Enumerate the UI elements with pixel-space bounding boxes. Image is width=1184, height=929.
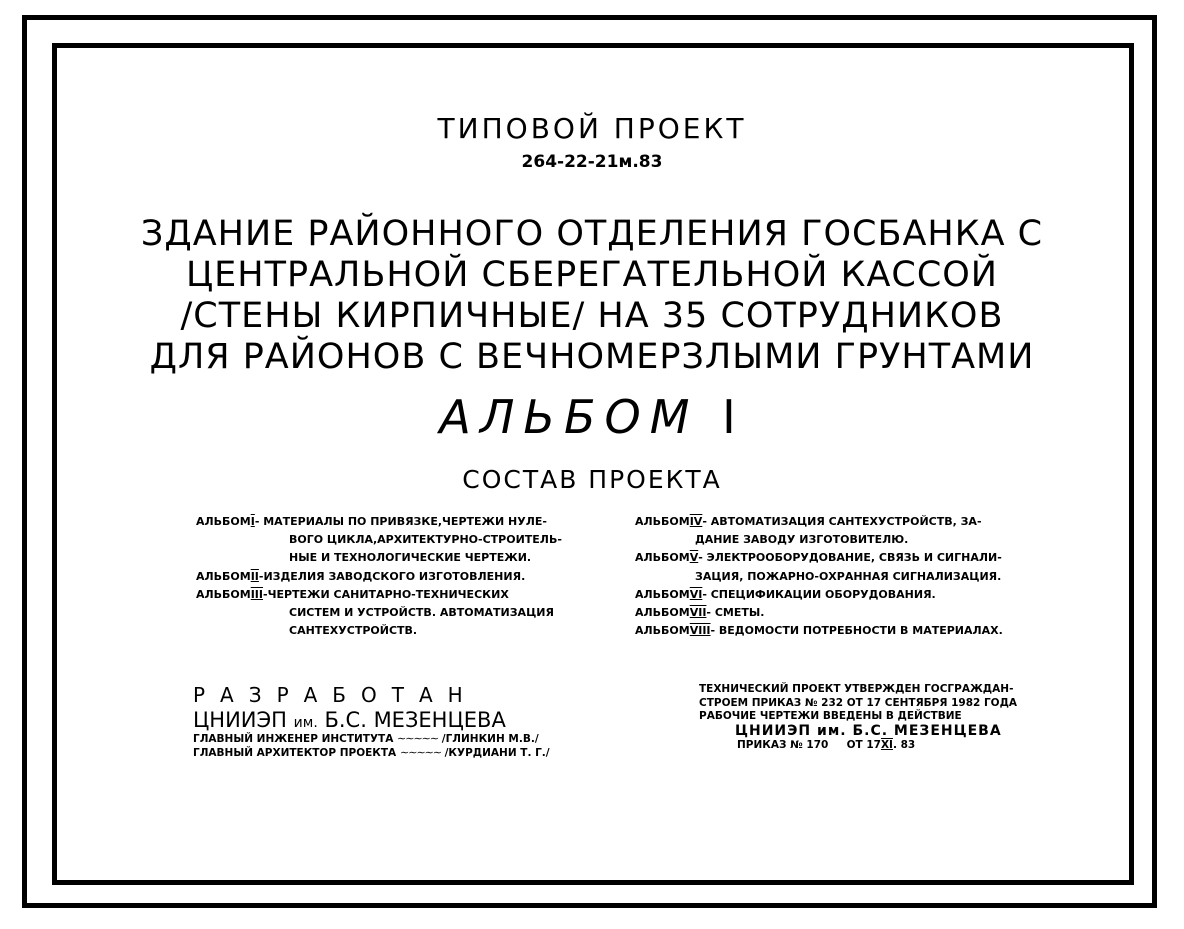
list-item — [196, 586, 562, 604]
album-label: АЛЬБОМ — [635, 551, 690, 565]
list-item — [635, 604, 1003, 622]
composition-list-right — [635, 513, 1003, 640]
composition-heading: СОСТАВ ПРОЕКТА — [462, 465, 722, 494]
album-number: V — [689, 551, 699, 565]
project-code: 264-22-21м.83 — [521, 152, 663, 172]
album-number: VI — [689, 587, 703, 601]
developer-organization — [193, 708, 550, 732]
list-item — [196, 568, 562, 586]
list-item-continuation: САНТЕХУСТРОЙСТВ. — [289, 624, 418, 638]
album-label: АЛЬБОМ — [196, 515, 251, 528]
album-number: VII — [689, 606, 707, 620]
approval-line: СТРОЕМ ПРИКАЗ № 232 ОТ 17 СЕНТЯБРЯ 1982 ГОДА — [699, 696, 1018, 709]
approval-line: ТЕХНИЧЕСКИЙ ПРОЕКТ УТВЕРЖДЕН ГОСГРАЖДАН- — [699, 683, 1014, 695]
approval-organization: ЦНИИЭП им. Б.С. МЕЗЕНЦЕВА — [735, 722, 1002, 739]
album-description: -ЧЕРТЕЖИ САНИТАРНО-ТЕХНИЧЕСКИХ — [263, 587, 509, 601]
album-label: АЛЬБОМ — [635, 515, 690, 528]
album-number: III — [250, 587, 263, 601]
album-number: I — [722, 390, 745, 444]
approval-block — [699, 683, 1017, 752]
chief-engineer-signature: ~~~~~ — [395, 732, 440, 745]
album-number: VIII — [689, 624, 711, 638]
album-description: - МАТЕРИАЛЫ ПО ПРИВЯЗКЕ,ЧЕРТЕЖИ НУЛЕ- — [254, 515, 547, 528]
album-label: АЛЬБОМ — [635, 606, 690, 620]
developed-by-label: РАЗРАБОТАН — [193, 683, 478, 707]
album-description: - СПЕЦИФИКАЦИИ ОБОРУДОВАНИЯ. — [702, 587, 936, 601]
list-item-continuation: НЫЕ И ТЕХНОЛОГИЧЕСКИЕ ЧЕРТЕЖИ. — [289, 551, 532, 565]
document-type-title: ТИПОВОЙ ПРОЕКТ — [437, 112, 747, 145]
album-label: АЛЬБОМ — [196, 569, 251, 583]
album-number: IV — [689, 515, 703, 528]
project-title-line: ЦЕНТРАЛЬНОЙ СБЕРЕГАТЕЛЬНОЙ КАССОЙ — [185, 255, 998, 295]
album-label: АЛЬБОМ — [635, 587, 690, 601]
project-title-line: ЗДАНИЕ РАЙОННОГО ОТДЕЛЕНИЯ ГОСБАНКА С — [140, 214, 1044, 254]
chief-architect-signature: ~~~~~ — [398, 746, 443, 759]
album-description: - АВТОМАТИЗАЦИЯ САНТЕХУСТРОЙСТВ, ЗА- — [702, 515, 982, 528]
project-title-line: ДЛЯ РАЙОНОВ С ВЕЧНОМЕРЗЛЫМИ ГРУНТАМИ — [149, 337, 1035, 377]
list-item-continuation: СИСТЕМ И УСТРОЙСТВ. АВТОМАТИЗАЦИЯ — [289, 606, 554, 620]
list-item-continuation: ВОГО ЦИКЛА,АРХИТЕКТУРНО-СТРОИТЕЛЬ- — [289, 533, 562, 547]
album-number: II — [250, 569, 259, 583]
album-label: АЛЬБОМ — [439, 390, 699, 444]
list-item — [635, 622, 1003, 640]
composition-list-left — [196, 513, 562, 640]
album-description: - СМЕТЫ. — [706, 606, 765, 620]
album-label: АЛЬБОМ — [196, 587, 251, 601]
project-title-line: /СТЕНЫ КИРПИЧНЫЕ/ НА 35 СОТРУДНИКОВ — [180, 296, 1004, 336]
album-description: - ЭЛЕКТРООБОРУДОВАНИЕ, СВЯЗЬ И СИГНАЛИ- — [698, 551, 1002, 565]
chief-engineer-title: ГЛАВНЫЙ ИНЖЕНЕР ИНСТИТУТА — [193, 733, 394, 745]
list-item — [635, 549, 1003, 567]
list-item-continuation: ЗАЦИЯ, ПОЖАРНО-ОХРАННАЯ СИГНАЛИЗАЦИЯ. — [695, 569, 1002, 583]
approval-line: РАБОЧИЕ ЧЕРТЕЖИ ВВЕДЕНЫ В ДЕЙСТВИЕ — [699, 710, 962, 722]
org-prefix: ЦНИИЭП — [193, 708, 287, 732]
album-description: - ВЕДОМОСТИ ПОТРЕБНОСТИ В МАТЕРИАЛАХ. — [710, 624, 1003, 638]
album-description: -ИЗДЕЛИЯ ЗАВОДСКОГО ИЗГОТОВЛЕНИЯ. — [258, 569, 526, 583]
project-title — [0, 214, 1184, 378]
chief-architect-line — [193, 746, 550, 760]
list-item — [196, 513, 562, 531]
chief-architect-title: ГЛАВНЫЙ АРХИТЕКТОР ПРОЕКТА — [193, 747, 397, 759]
list-item — [635, 513, 1003, 531]
chief-engineer-name: /ГЛИНКИН М.В./ — [441, 733, 539, 745]
list-item-continuation: ДАНИЕ ЗАВОДУ ИЗГОТОВИТЕЛЮ. — [695, 533, 909, 547]
chief-architect-name: /КУРДИАНИ Т. Г./ — [444, 747, 550, 759]
approval-order — [699, 739, 1017, 753]
org-im: им. — [293, 715, 318, 731]
order-year: . 83 — [892, 738, 916, 751]
developer-block — [193, 683, 550, 760]
org-name: Б.С. МЕЗЕНЦЕВА — [324, 708, 506, 732]
list-item — [635, 586, 1003, 604]
order-date-prefix: ОТ 17 — [846, 738, 881, 751]
album-title — [0, 390, 1184, 444]
album-number: I — [250, 515, 255, 528]
chief-engineer-line — [193, 732, 550, 746]
order-month: XI — [880, 738, 893, 751]
album-label: АЛЬБОМ — [635, 624, 690, 638]
order-number: ПРИКАЗ № 170 — [737, 738, 829, 751]
